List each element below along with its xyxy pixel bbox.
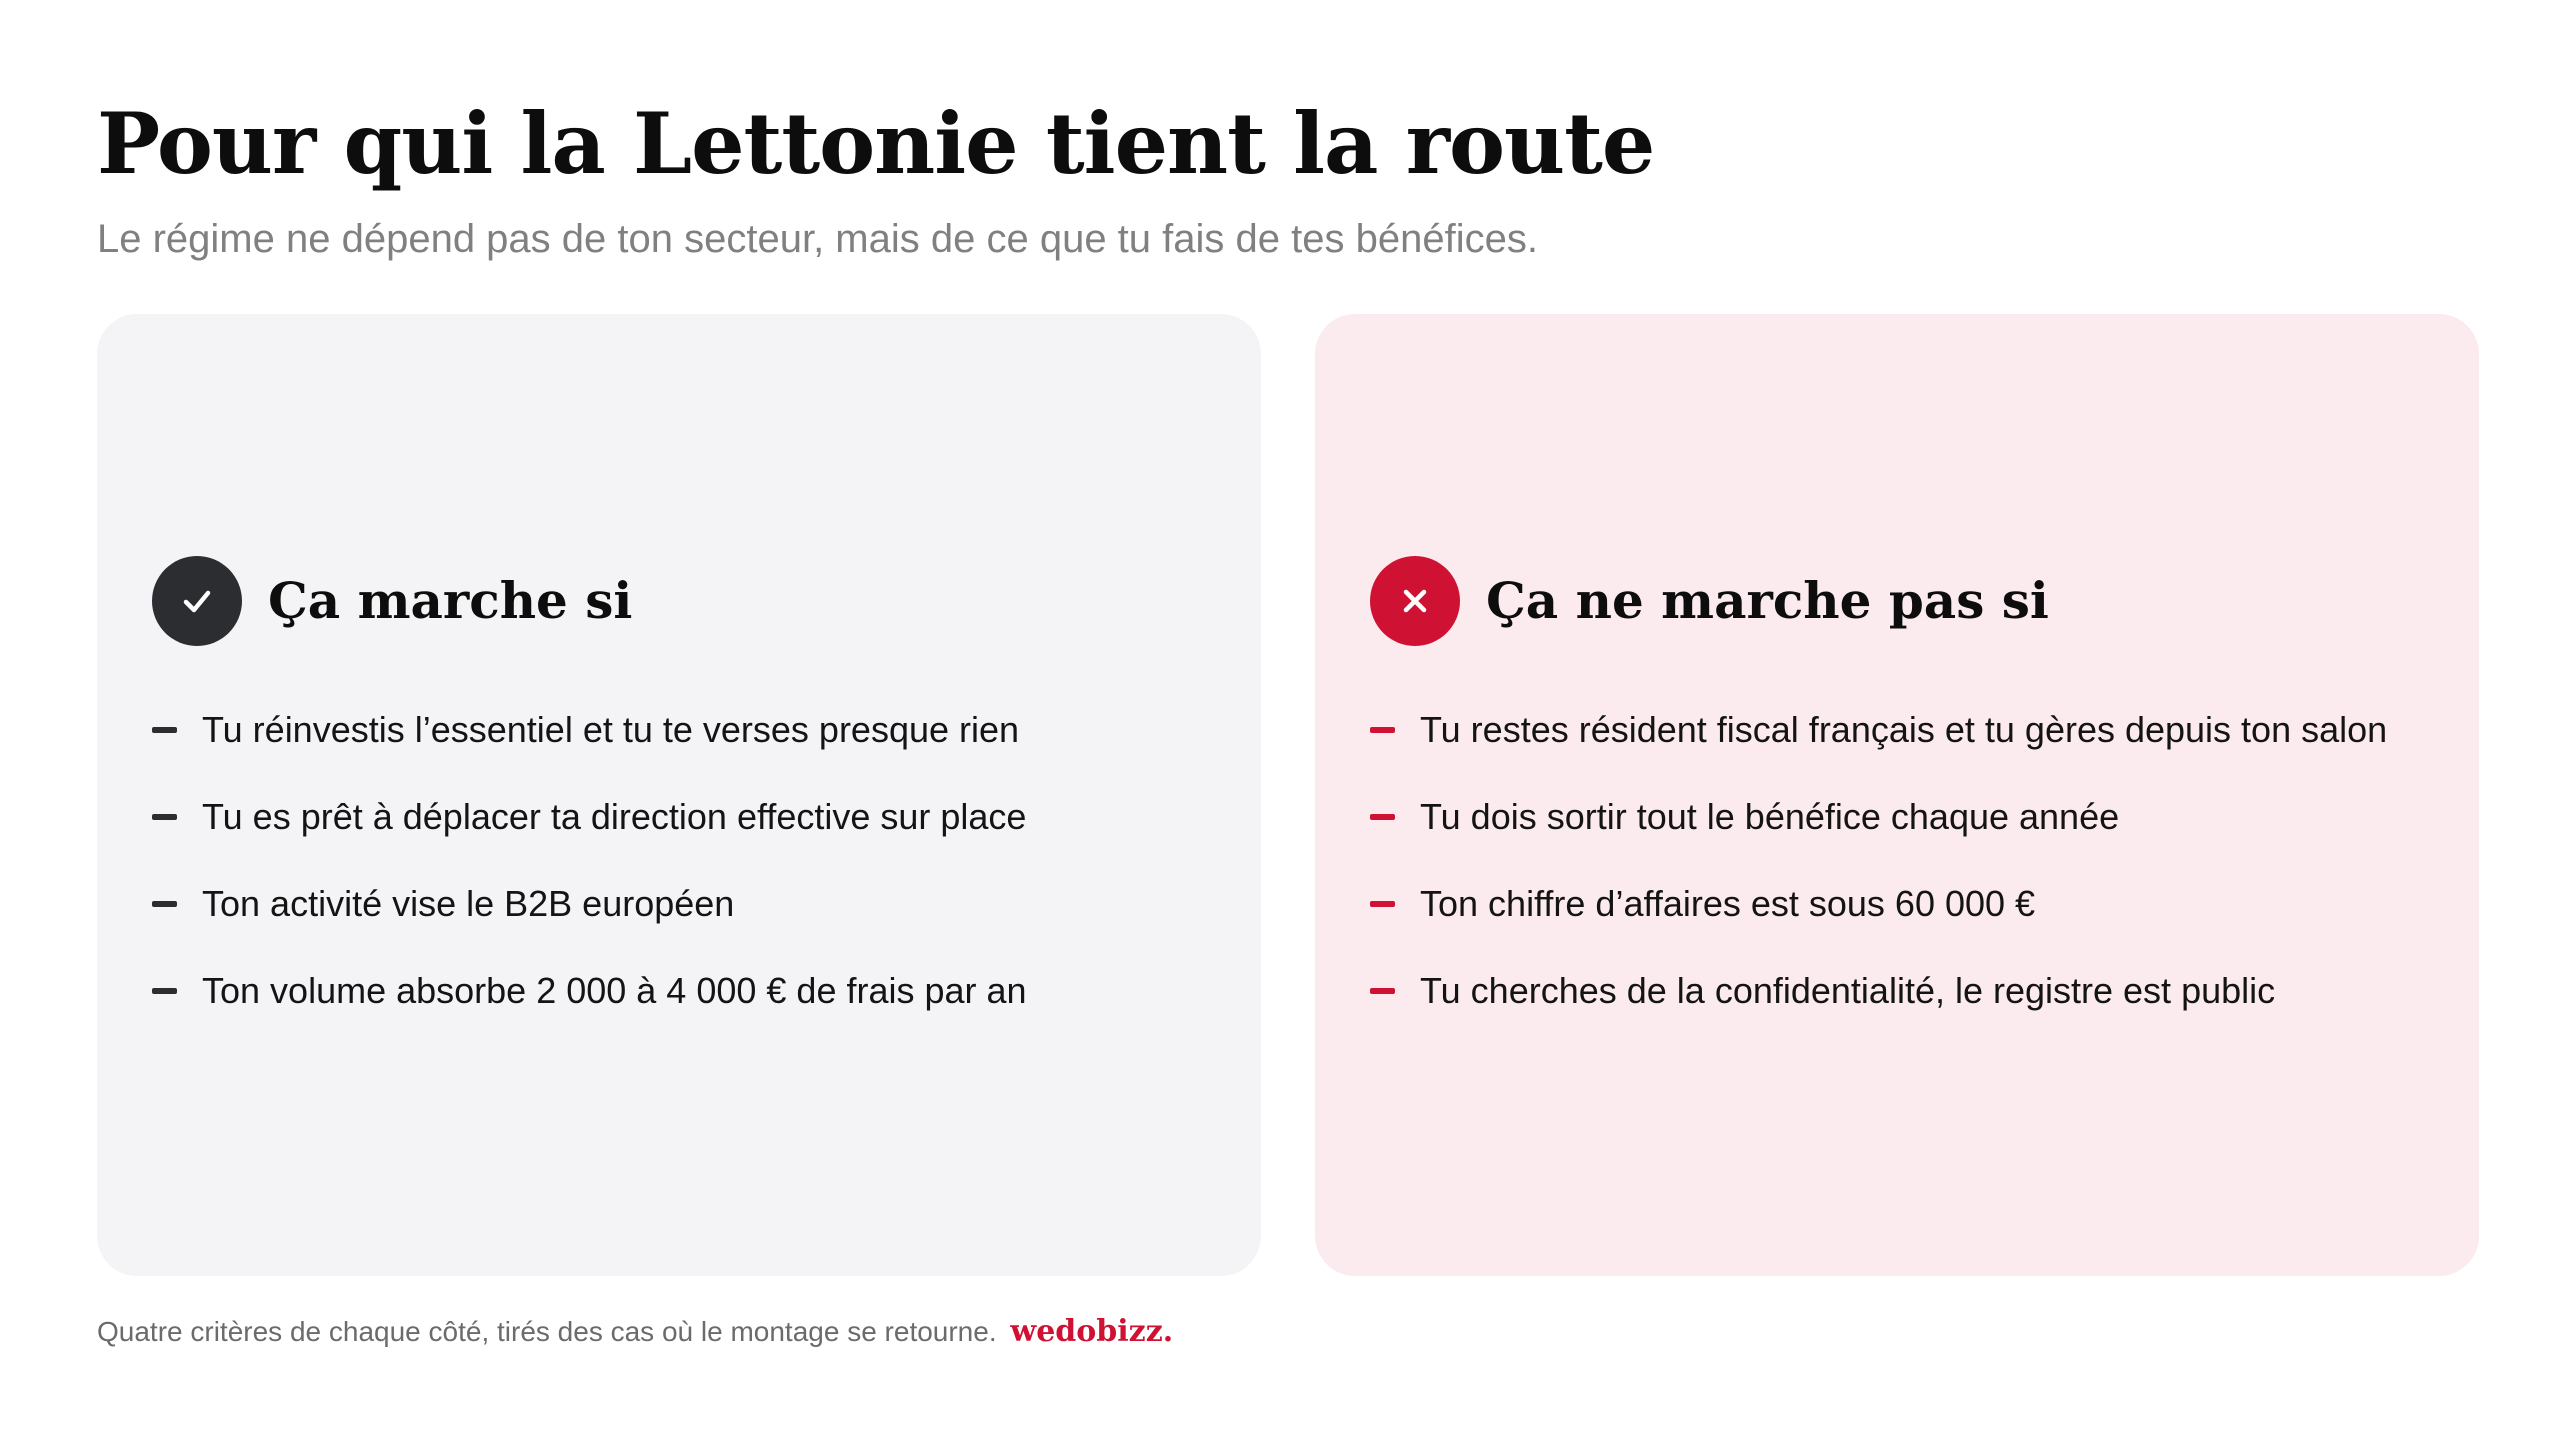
works-if-title: Ça marche si xyxy=(268,571,633,630)
works-if-header xyxy=(152,556,1206,646)
list-item-text: Tu restes résident fiscal français et tu gères depuis ton salon xyxy=(1420,708,2388,750)
footer xyxy=(97,1312,1173,1352)
list-item-text: Tu réinvestis l’essentiel et tu te verses presque rien xyxy=(202,708,1020,750)
list-item xyxy=(152,686,1206,773)
list-item xyxy=(1370,773,2424,860)
cross-icon xyxy=(1370,556,1460,646)
list-item xyxy=(1370,686,2424,773)
works-if-list xyxy=(152,686,1206,1034)
list-item xyxy=(1370,947,2424,1034)
list-item-text: Ton volume absorbe 2 000 à 4 000 € de frais par an xyxy=(202,969,1027,1011)
does-not-work-if-title: Ça ne marche pas si xyxy=(1486,571,2049,630)
dash-icon xyxy=(152,727,177,733)
dash-icon xyxy=(1370,901,1395,907)
dash-icon xyxy=(152,901,177,907)
dash-icon xyxy=(152,814,177,820)
footer-note: Quatre critères de chaque côté, tirés des cas où le montage se retourne. xyxy=(97,1316,997,1347)
page-subtitle: Le régime ne dépend pas de ton secteur, mais de ce que tu fais de tes bénéfices. xyxy=(97,217,1538,261)
list-item xyxy=(152,947,1206,1034)
dash-icon xyxy=(1370,988,1395,994)
list-item-text: Ton activité vise le B2B européen xyxy=(202,882,735,924)
list-item xyxy=(152,860,1206,947)
does-not-work-if-header xyxy=(1370,556,2424,646)
dash-icon xyxy=(1370,814,1395,820)
dash-icon xyxy=(152,988,177,994)
list-item xyxy=(152,773,1206,860)
page-title: Pour qui la Lettonie tient la route xyxy=(97,94,1655,193)
list-item-text: Tu es prêt à déplacer ta direction effective sur place xyxy=(202,795,1027,837)
dash-icon xyxy=(1370,727,1395,733)
check-icon xyxy=(152,556,242,646)
list-item-text: Ton chiffre d’affaires est sous 60 000 € xyxy=(1420,882,2036,924)
works-if-card xyxy=(97,314,1261,1276)
brand-logo: wedobizz. xyxy=(1010,1314,1174,1349)
does-not-work-if-list xyxy=(1370,686,2424,1034)
list-item-text: Tu dois sortir tout le bénéfice chaque année xyxy=(1420,795,2120,837)
list-item xyxy=(1370,860,2424,947)
does-not-work-if-card xyxy=(1315,314,2479,1276)
list-item-text: Tu cherches de la confidentialité, le registre est public xyxy=(1420,969,2276,1011)
